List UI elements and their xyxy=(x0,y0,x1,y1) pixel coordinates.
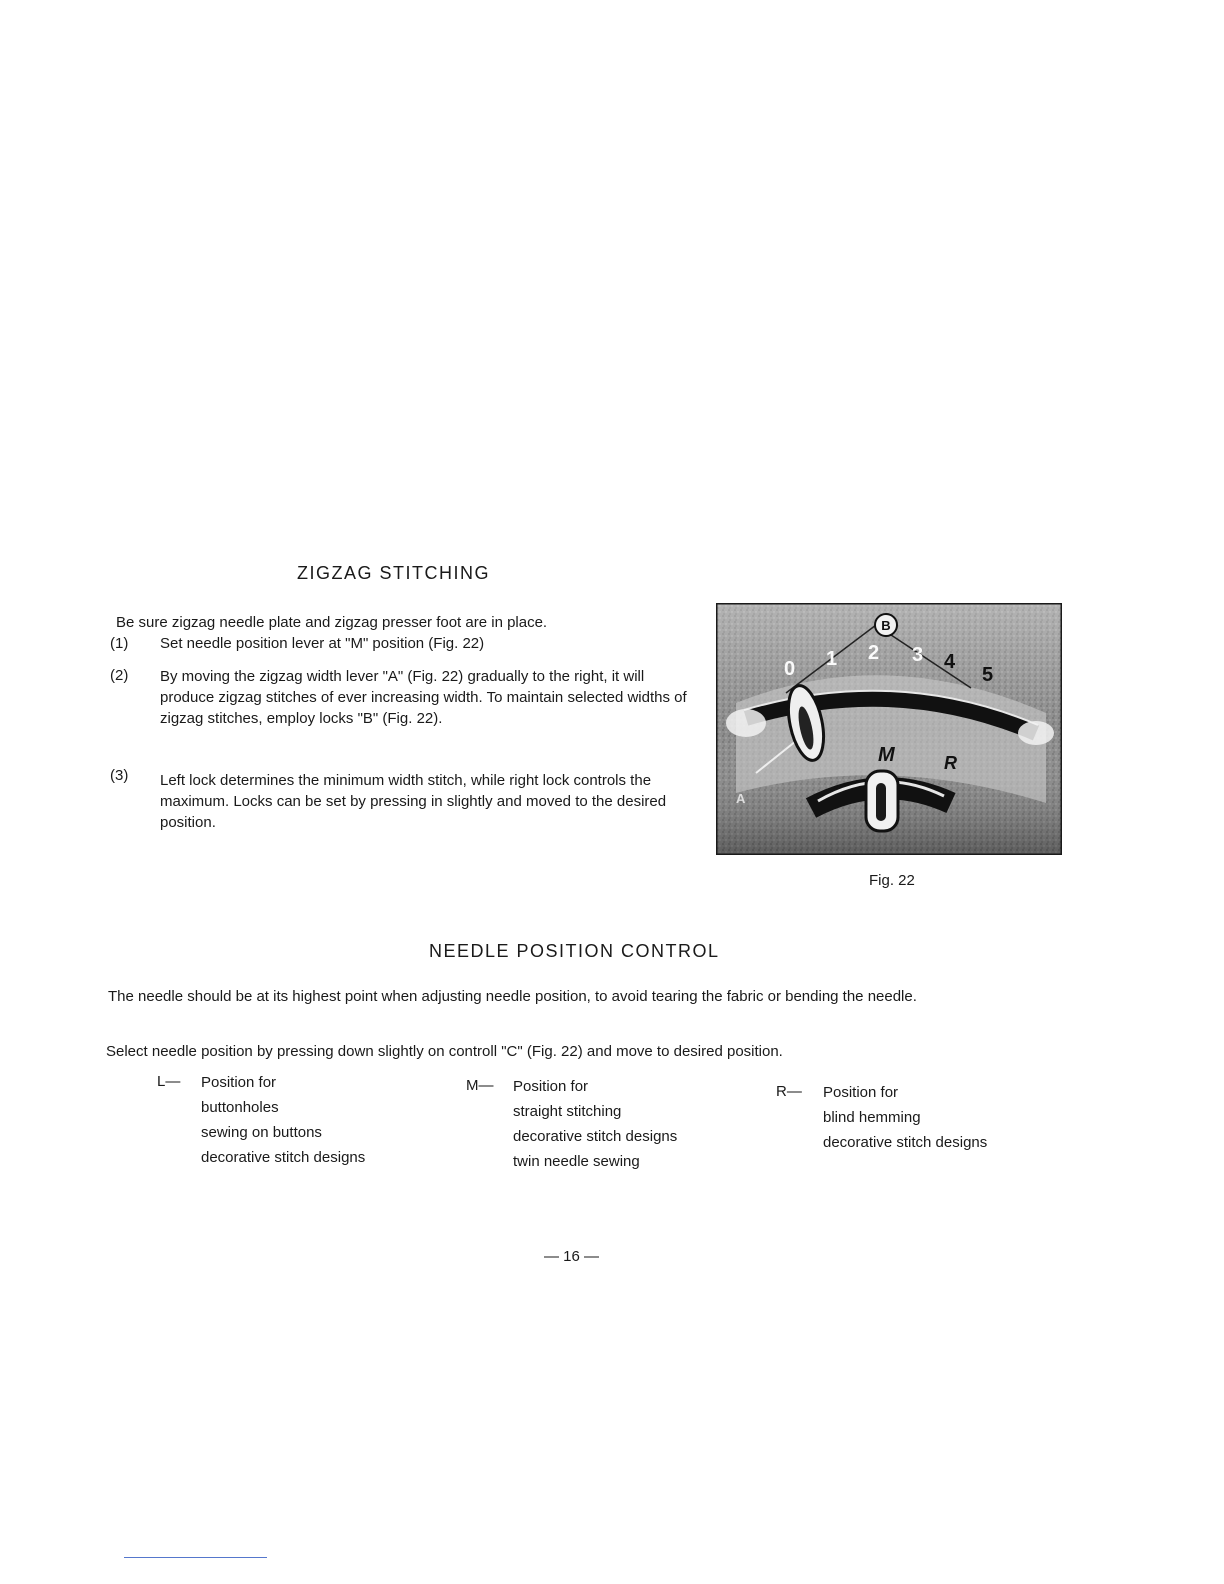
list-item: straight stitching xyxy=(513,1103,622,1120)
position-r-label: R xyxy=(944,753,957,773)
lock-b-label: B xyxy=(881,618,891,633)
step-number: (3) xyxy=(110,767,129,784)
bottom-rule xyxy=(124,1557,267,1558)
list-item: blind hemming xyxy=(823,1109,921,1126)
column-heading: Position for xyxy=(201,1074,277,1091)
list-item: decorative stitch designs xyxy=(513,1128,678,1145)
column-m-key: M— xyxy=(466,1077,494,1094)
scale-number: 3 xyxy=(912,644,924,666)
zigzag-title: ZIGZAG STITCHING xyxy=(297,563,490,583)
list-item: decorative stitch designs xyxy=(823,1134,988,1151)
needle-paragraph-1: The needle should be at its highest point when adjusting needle position, to avoid tearing the fabric or bending the needle. xyxy=(108,988,917,1005)
needle-paragraph-2: Select needle position by pressing down slightly on controll "C" (Fig. 22) and move to desired position. xyxy=(106,1043,783,1060)
scale-number: 1 xyxy=(826,648,838,670)
list-item: twin needle sewing xyxy=(513,1153,640,1170)
lever-a-label: A xyxy=(736,791,746,806)
step-text: By moving the zigzag width lever "A" (Fig. 22) gradually to the right, it will produce zigzag stitches of ever increasing width. To maintain selected widths of zigzag stitches, employ locks "B" (Fig. 22). xyxy=(160,668,687,727)
column-l-key: L— xyxy=(157,1073,181,1090)
list-item: decorative stitch designs xyxy=(201,1149,366,1166)
scale-number: 4 xyxy=(944,651,956,673)
figure-22-needle-control-photo xyxy=(716,603,1062,855)
scale-number: 5 xyxy=(982,664,994,686)
column-r xyxy=(823,1080,987,1155)
scale-number: 0 xyxy=(784,658,796,680)
step-number: (2) xyxy=(110,667,129,684)
column-heading: Position for xyxy=(513,1078,589,1095)
list-item: sewing on buttons xyxy=(201,1124,322,1141)
figure-caption: Fig. 22 xyxy=(869,872,915,889)
scale-number: 2 xyxy=(868,642,880,664)
list-item: buttonholes xyxy=(201,1099,279,1116)
column-l xyxy=(201,1070,365,1170)
step-number: (1) xyxy=(110,635,129,652)
position-m-label: M xyxy=(878,744,895,766)
column-heading: Position for xyxy=(823,1084,899,1101)
zigzag-intro: Be sure zigzag needle plate and zigzag presser foot are in place. xyxy=(116,614,548,631)
step-text: Left lock determines the minimum width stitch, while right lock controls the maximum. Locks can be set by pressing in slightly and moved to the desired position. xyxy=(160,772,667,831)
column-m xyxy=(513,1074,677,1174)
column-r-key: R— xyxy=(776,1083,802,1100)
step-text: Set needle position lever at "M" position (Fig. 22) xyxy=(160,635,485,652)
page-number: — 16 — xyxy=(544,1248,600,1265)
needle-title: NEEDLE POSITION CONTROL xyxy=(429,941,720,961)
